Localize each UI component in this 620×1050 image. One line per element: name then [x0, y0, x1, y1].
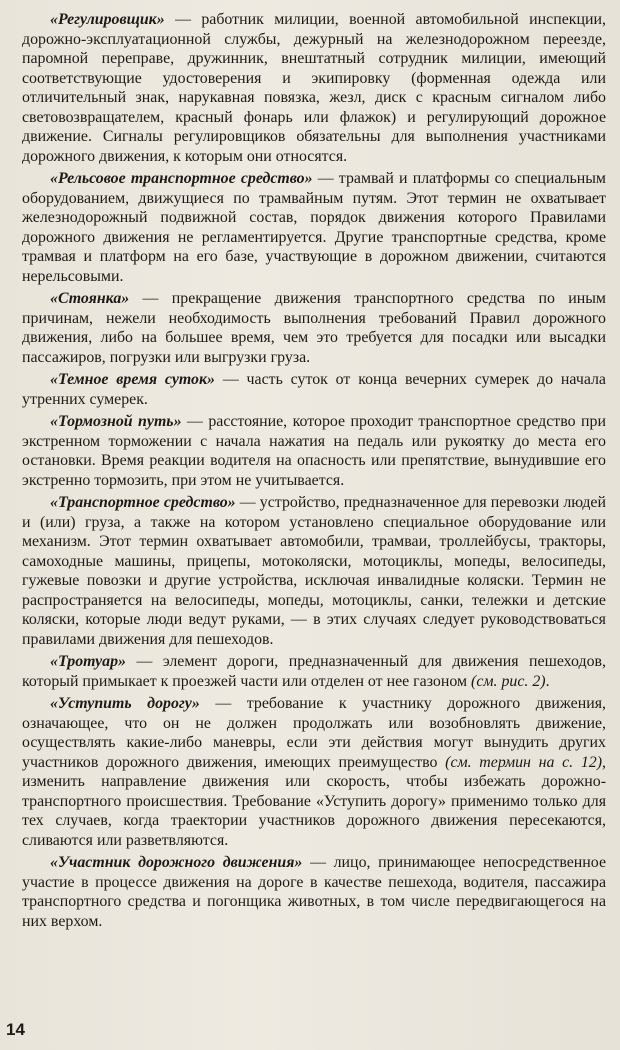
glossary-term: «Стоянка» [50, 290, 130, 307]
glossary-term: «Транспортное средство» [50, 494, 236, 511]
glossary-entry [22, 694, 606, 850]
cross-reference: (см. термин на с. 12) [445, 753, 602, 771]
definition-text: , изменить направление движения или скорость, чтобы избежать дорожно-транспортного происшествия. Требование «Уступить дорогу» применимо только для тех случаев, когда траектории участников дорожного движения пересекаются, сливаются или разветвляются. [22, 753, 606, 849]
definition-text: — часть суток от конца вечерних сумерек до начала утренних сумерек. [22, 371, 606, 408]
definition-text: — расстояние, которое проходит транспортное средство при экстренном торможении с начала нажатия на педаль или рукоятку до места его остановки. Время реакции водителя на опасность или препятствие, вынудившие его экстренно тормозить, при этом не учитывается. [22, 413, 606, 489]
glossary-entry [22, 10, 606, 166]
glossary-entry [22, 370, 606, 409]
glossary-term: «Регулировщик» [50, 11, 165, 28]
glossary-entries [22, 10, 606, 931]
glossary-entry [22, 493, 606, 649]
cross-reference: (см. рис. 2) [471, 672, 546, 690]
page-number: 14 [6, 1020, 25, 1039]
definition-text: . [545, 672, 550, 690]
glossary-term: «Рельсовое транспортное средство» [50, 170, 313, 187]
glossary-entry [22, 652, 606, 691]
glossary-term: «Уступить дорогу» [50, 695, 200, 712]
glossary-term: «Темное время суток» [50, 371, 215, 388]
definition-text: — устройство, предназначенное для перевозки людей и (или) груза, а также на котором установлено специальное оборудование или механизм. Этот термин охватывает автомобили, трамваи, троллейбусы, тракторы, самоходные машины, прицепы, мотоколяски, мотоциклы, мопеды, велосипеды, гужевые повозки и другие устройства, исключая инвалидные коляски. Термин не распространяется на велосипеды, мопеды, мотоциклы, санки, тележки и детские коляски, которые люди ведут руками, — в этих случаях следует руководствоваться правилами движения для пешеходов. [22, 494, 606, 648]
definition-text: — лицо, принимающее непосредственное участие в процессе движения на дороге в качестве пешехода, водителя, пассажира транспортного средства и погонщика животных, в том числе передвигающегося на них верхом. [22, 854, 606, 930]
glossary-entry [22, 169, 606, 286]
definition-text: — трамвай и платформы со специальным оборудованием, движущиеся по трамвайным путям. Этот термин не охватывает железнодорожный подвижной состав, порядок движения которого Правилами дорожного движения не регламентируется. Другие транспортные средства, кроме трамвая и платформ на его базе, участвующие в дорожном движении, считаются нерельсовыми. [22, 170, 606, 285]
glossary-term: «Участник дорожного движения» [50, 854, 303, 871]
definition-text: — работник милиции, военной автомобильной инспекции, дорожно-эксплуатационной службы, дежурный на железнодорожном переезде, паромной переправе, дружинник, внештатный сотрудник милиции, имеющий соответствующие удостоверения и экипировку (форменная одежда или отличительный знак, нарукавная повязка, жезл, диск с красным сигналом либо световозвращателем, красный фонарь или флажок) и регулирующий дорожное движение. Сигналы регулировщиков обязательны для выполнения участниками дорожного движения, к которым они относятся. [22, 11, 606, 165]
glossary-entry [22, 412, 606, 490]
glossary-term: «Тротуар» [50, 653, 126, 670]
definition-text: — прекращение движения транспортного средства по иным причинам, нежели необходимость выполнения требований Правил дорожного движения, либо на большее время, чем это требуется для посадки или высадки пассажиров, погрузки или выгрузки груза. [22, 290, 606, 366]
definition-text: — элемент дороги, предназначенный для движения пешеходов, который примыкает к проезжей части или отделен от нее газоном [22, 653, 606, 690]
glossary-entry [22, 289, 606, 367]
definition-text: — требование к участнику дорожного движения, означающее, что он не должен продолжать или возобновлять движение, осуществлять какие-либо маневры, если эти действия могут вынудить других участников дорожного движения, имеющих преимущество [22, 695, 606, 771]
glossary-term: «Тормозной путь» [50, 413, 182, 430]
glossary-entry [22, 853, 606, 931]
